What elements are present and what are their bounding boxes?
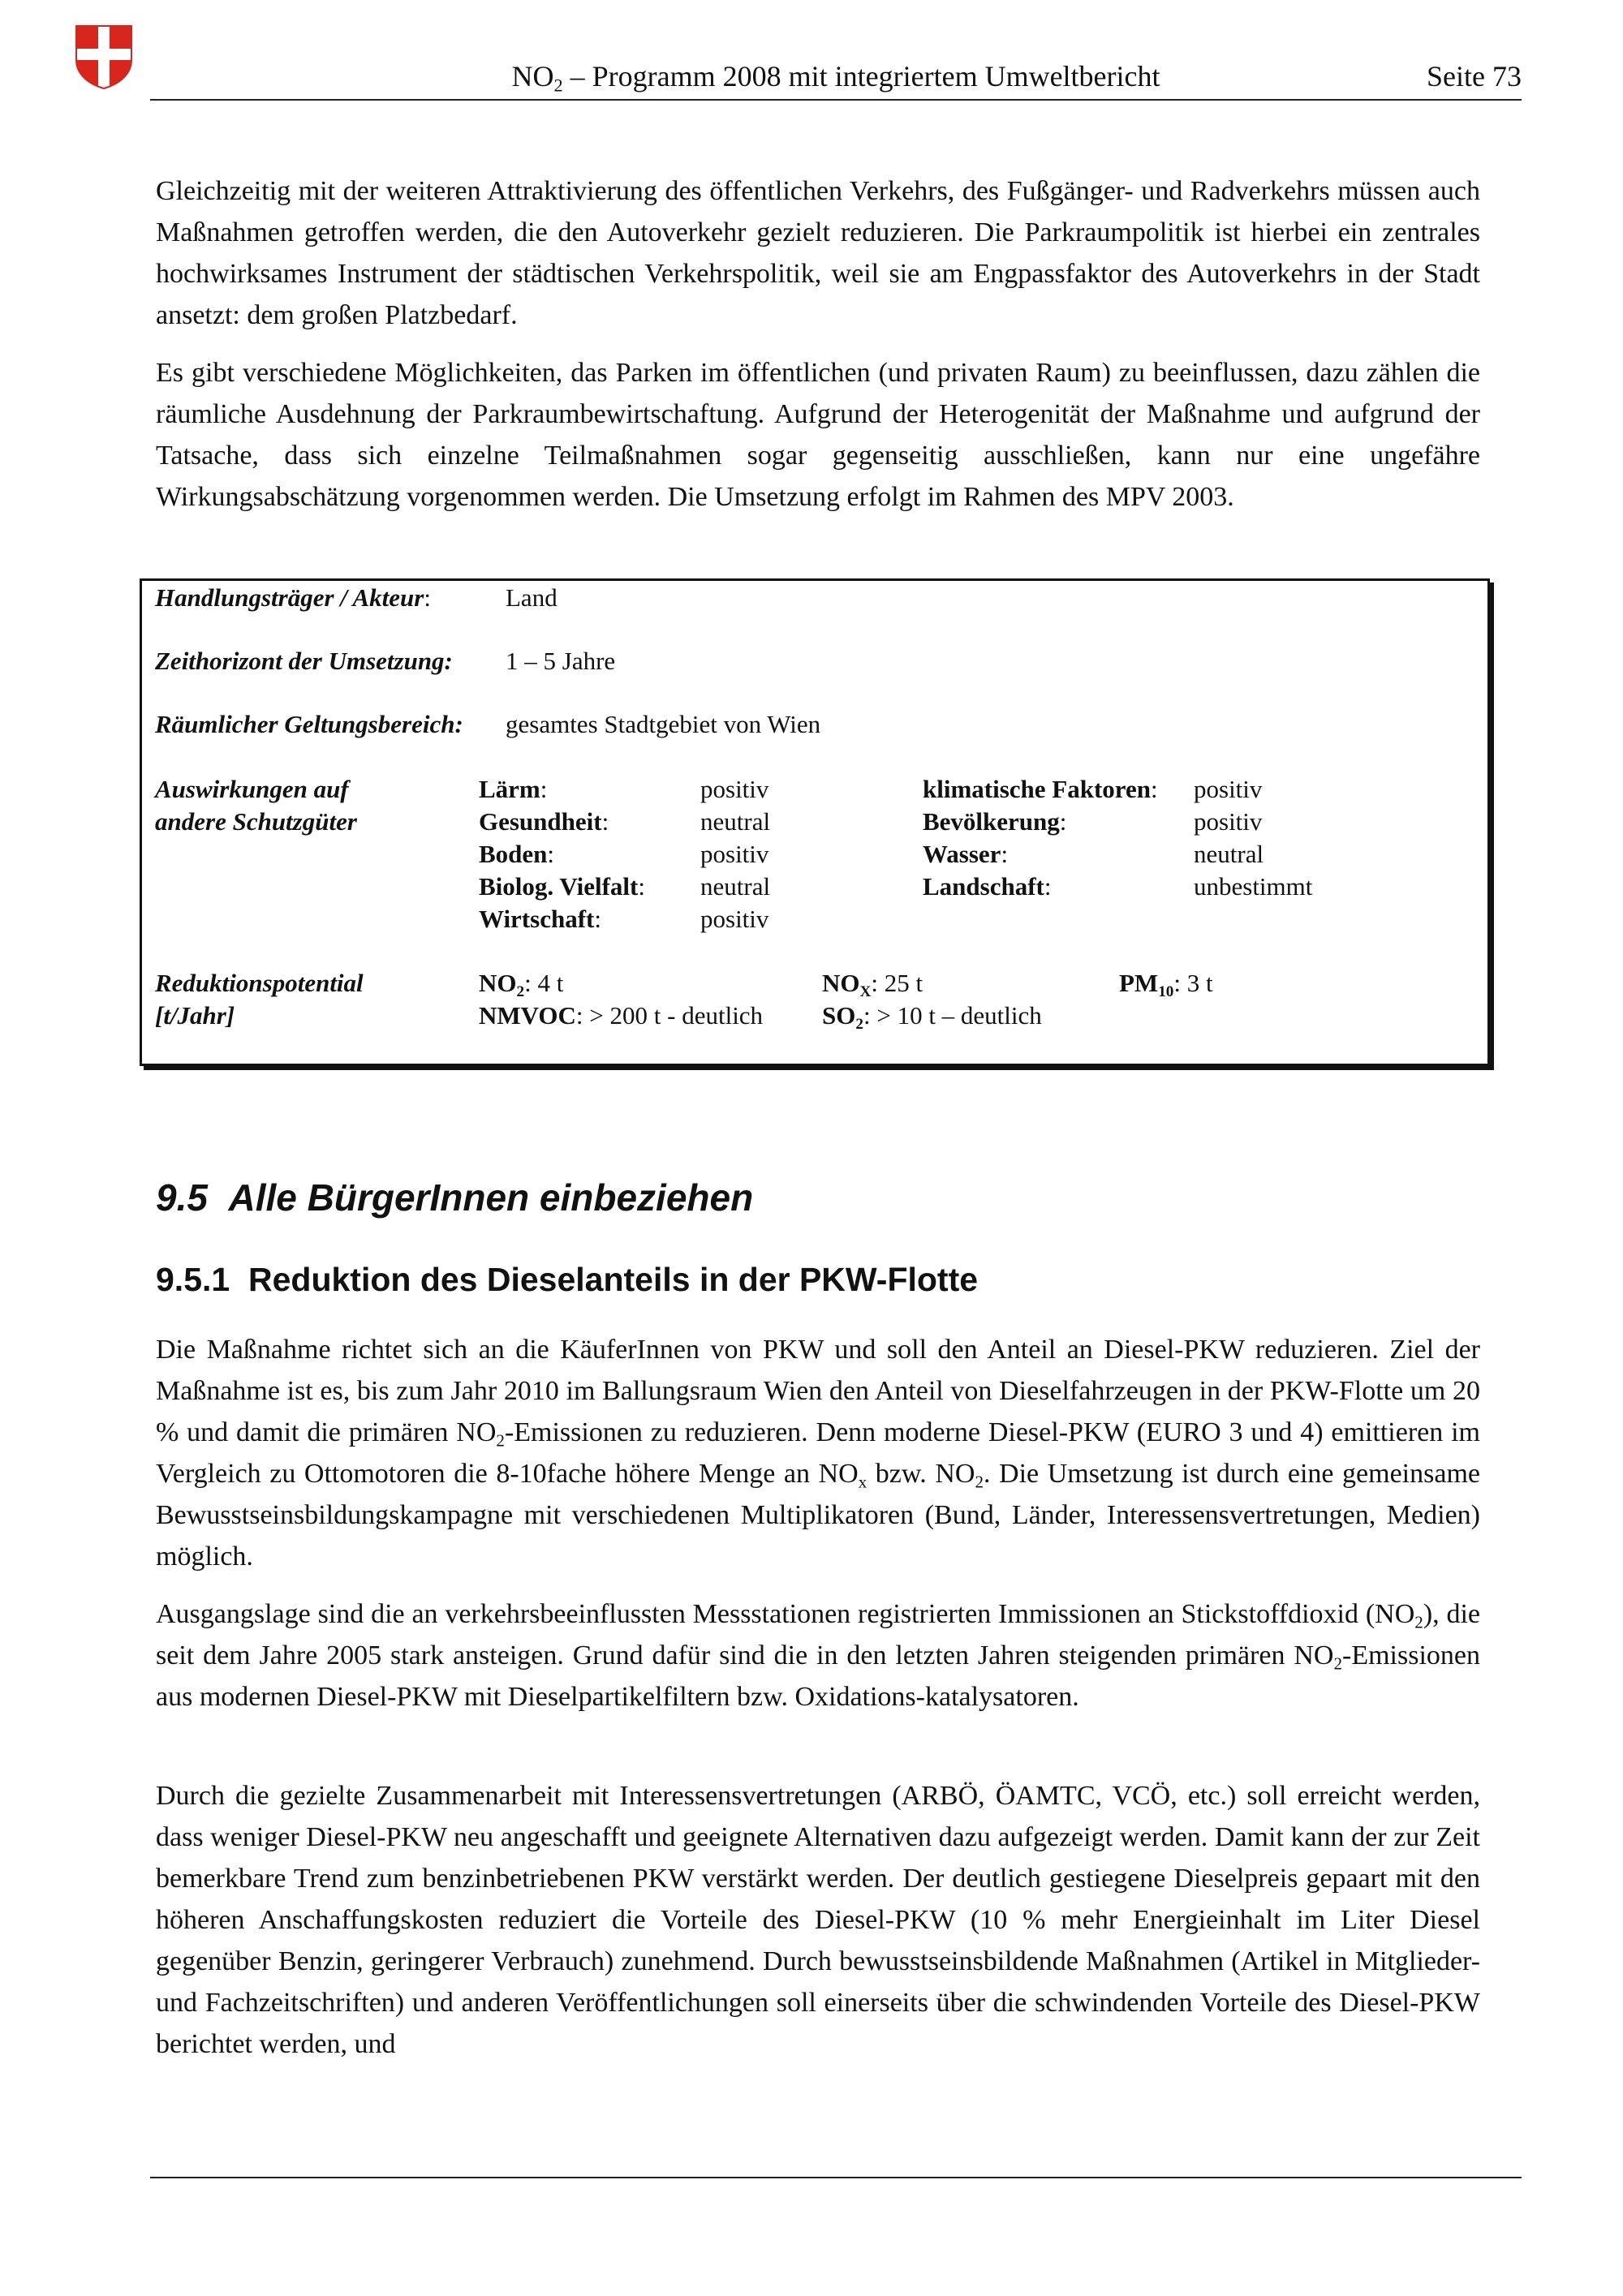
effect-value-biolog-vielfalt: neutral — [700, 872, 771, 901]
effect-value-gesundheit: neutral — [700, 807, 771, 836]
page-number: Seite 73 — [1427, 60, 1522, 92]
reduction-no2: $NO_2$: 4 t — [479, 969, 564, 1000]
effect-value-wirtschaft: positiv — [700, 905, 769, 933]
effect-value-laerm: positiv — [700, 775, 769, 803]
effect-value-wasser: neutral — [1194, 840, 1264, 868]
reduction-label-line-1: Reduktionspotential — [155, 969, 364, 997]
effect-value-boden: positiv — [700, 840, 769, 868]
effect-value-landschaft: unbestimmt — [1194, 872, 1313, 901]
effect-value-klimatische-faktoren: positiv — [1194, 775, 1263, 803]
page-header — [150, 57, 1522, 101]
section-heading: 9.5 Alle BürgerInnen einbeziehen — [156, 1176, 754, 1219]
intro-paragraph-1: Gleichzeitig mit der weiteren Attraktivierung des öffentlichen Verkehrs, des Fußgänger- und Radverkehrs müssen auch Maßnahmen getroffen werden, die den Autoverkehr gezielt reduzieren. Die Parkraumpolitik ist hierbei ein zentrales hochwirksames Instrument der städtischen Verkehrspolitik, weil sie am Engpassfaktor des Autoverkehrs in der Stadt ansetzt: dem großen Platzbedarf. — [156, 176, 1480, 330]
reduction-pm10: $PM_{10}$: 3 t — [1119, 969, 1213, 1000]
effect-name-gesundheit: Gesundheit: — [479, 807, 609, 836]
effect-name-wirtschaft: Wirtschaft: — [479, 905, 601, 933]
main-paragraph-3: Durch die gezielte Zusammenarbeit mit Interessensvertretungen (ARBÖ, ÖAMTC, VCÖ, etc.) soll erreicht werden, dass weniger Diesel-PKW neu angeschafft und geeignete Alternativen dazu aufgezeigt werden. Damit kann der zur Zeit bemerkbare Trend zum benzinbetriebenen PKW verstärkt werden. Der deutlich gestiegene Dieselpreis gepaart mit den höheren Anschaffungskosten reduziert die Vorteile des Diesel-PKW (10 % mehr Energieinhalt im Liter Diesel gegenüber Benzin, geringerer Verbrauch) zunehmend. Durch bewusstseinsbildende Maßnahmen (Artikel in Mitglieder- und Fachzeitschriften) und anderen Veröffentlichungen soll einerseits über die schwindenden Vorteile des Diesel-PKW berichtet werden, und — [156, 1781, 1480, 2059]
measure-info-box — [140, 578, 1490, 1066]
effect-name-bevoelkerung: Bevölkerung: — [923, 807, 1067, 836]
reduction-label-line-2: [t/Jahr] — [155, 1001, 235, 1030]
scope-label: Räumlicher Geltungsbereich: — [155, 710, 463, 738]
horizon-value: 1 – 5 Jahre — [506, 647, 616, 675]
reduction-so2: $SO_2$: > 10 t – deutlich — [822, 1001, 1042, 1033]
main-paragraph-1: Die Maßnahme richtet sich an die KäuferInnen von PKW und soll den Anteil an Diesel-PKW reduzieren. Ziel der Maßnahme ist es, bis zum Jahr 2010 im Ballungsraum Wien den Anteil von Dieselfahrzeugen in der PKW-Flotte um 20 % und damit die primären $NO_2$-Emissionen zu reduzieren. Denn moderne Diesel-PKW (EURO 3 und 4) emittieren im Vergleich zu Ottomotoren die 8-10fache höhere Menge an $NO_x$ bzw. $NO_2$. Die Umsetzung ist durch eine gemeinsame Bewusstseinsbildungskampagne mit verschiedenen Multiplikatoren (Bund, Länder, Interessensvertretungen, Medien) möglich. — [156, 1335, 1480, 1572]
effect-name-landschaft: Landschaft: — [923, 872, 1052, 901]
vienna-coat-of-arms-logo — [75, 24, 133, 89]
effects-label-line-2: andere Schutzgüter — [155, 807, 357, 836]
horizon-label: Zeithorizont der Umsetzung: — [155, 647, 453, 675]
footer-divider — [150, 2177, 1522, 2178]
actor-value: Land — [506, 583, 558, 612]
effect-name-klimatische-faktoren: klimatische Faktoren: — [923, 775, 1158, 803]
reduction-nox: $NO_X$: 25 t — [822, 969, 923, 1000]
scope-value: gesamtes Stadtgebiet von Wien — [506, 710, 821, 738]
main-paragraph-2: Ausgangslage sind die an verkehrsbeeinflussten Messstationen registrierten Immissionen an Stickstoffdioxid $(NO_2)$, die seit dem Jahre 2005 stark ansteigen. Grund dafür sind die in den letzten Jahren steigenden primären $NO_2$-Emissionen aus modernen Diesel-PKW mit Dieselpartikelfiltern bzw. Oxidations-katalysatoren. — [156, 1599, 1481, 1712]
intro-paragraph-2: Es gibt verschiedene Möglichkeiten, das Parken im öffentlichen (und privaten Raum) zu beeinflussen, dazu zählen die räumliche Ausdehnung der Parkraumbewirtschaftung. Aufgrund der Heterogenität der Maßnahme und aufgrund der Tatsache, dass sich einzelne Teilmaßnahmen sogar gegenseitig ausschließen, kann nur eine ungefähre Wirkungsabschätzung vorgenommen werden. Die Umsetzung erfolgt im Rahmen des MPV 2003. — [156, 358, 1480, 512]
effect-name-boden: Boden: — [479, 840, 555, 868]
effects-label-line-1: Auswirkungen auf — [155, 775, 349, 803]
effect-name-biolog-vielfalt: Biolog. Vielfalt: — [479, 872, 645, 901]
actor-label: Handlungsträger / Akteur: — [155, 583, 431, 612]
effect-value-bevoelkerung: positiv — [1194, 807, 1263, 836]
document-title: $NO_2$ – Programm 2008 mit integriertem Umweltbericht — [511, 60, 1160, 96]
effect-name-wasser: Wasser: — [923, 840, 1009, 868]
reduction-nmvoc: NMVOC: > 200 t - deutlich — [479, 1001, 764, 1030]
subsection-heading: 9.5.1 Reduktion des Dieselanteils in der PKW-Flotte — [156, 1261, 979, 1298]
effect-name-laerm: Lärm: — [479, 775, 548, 803]
